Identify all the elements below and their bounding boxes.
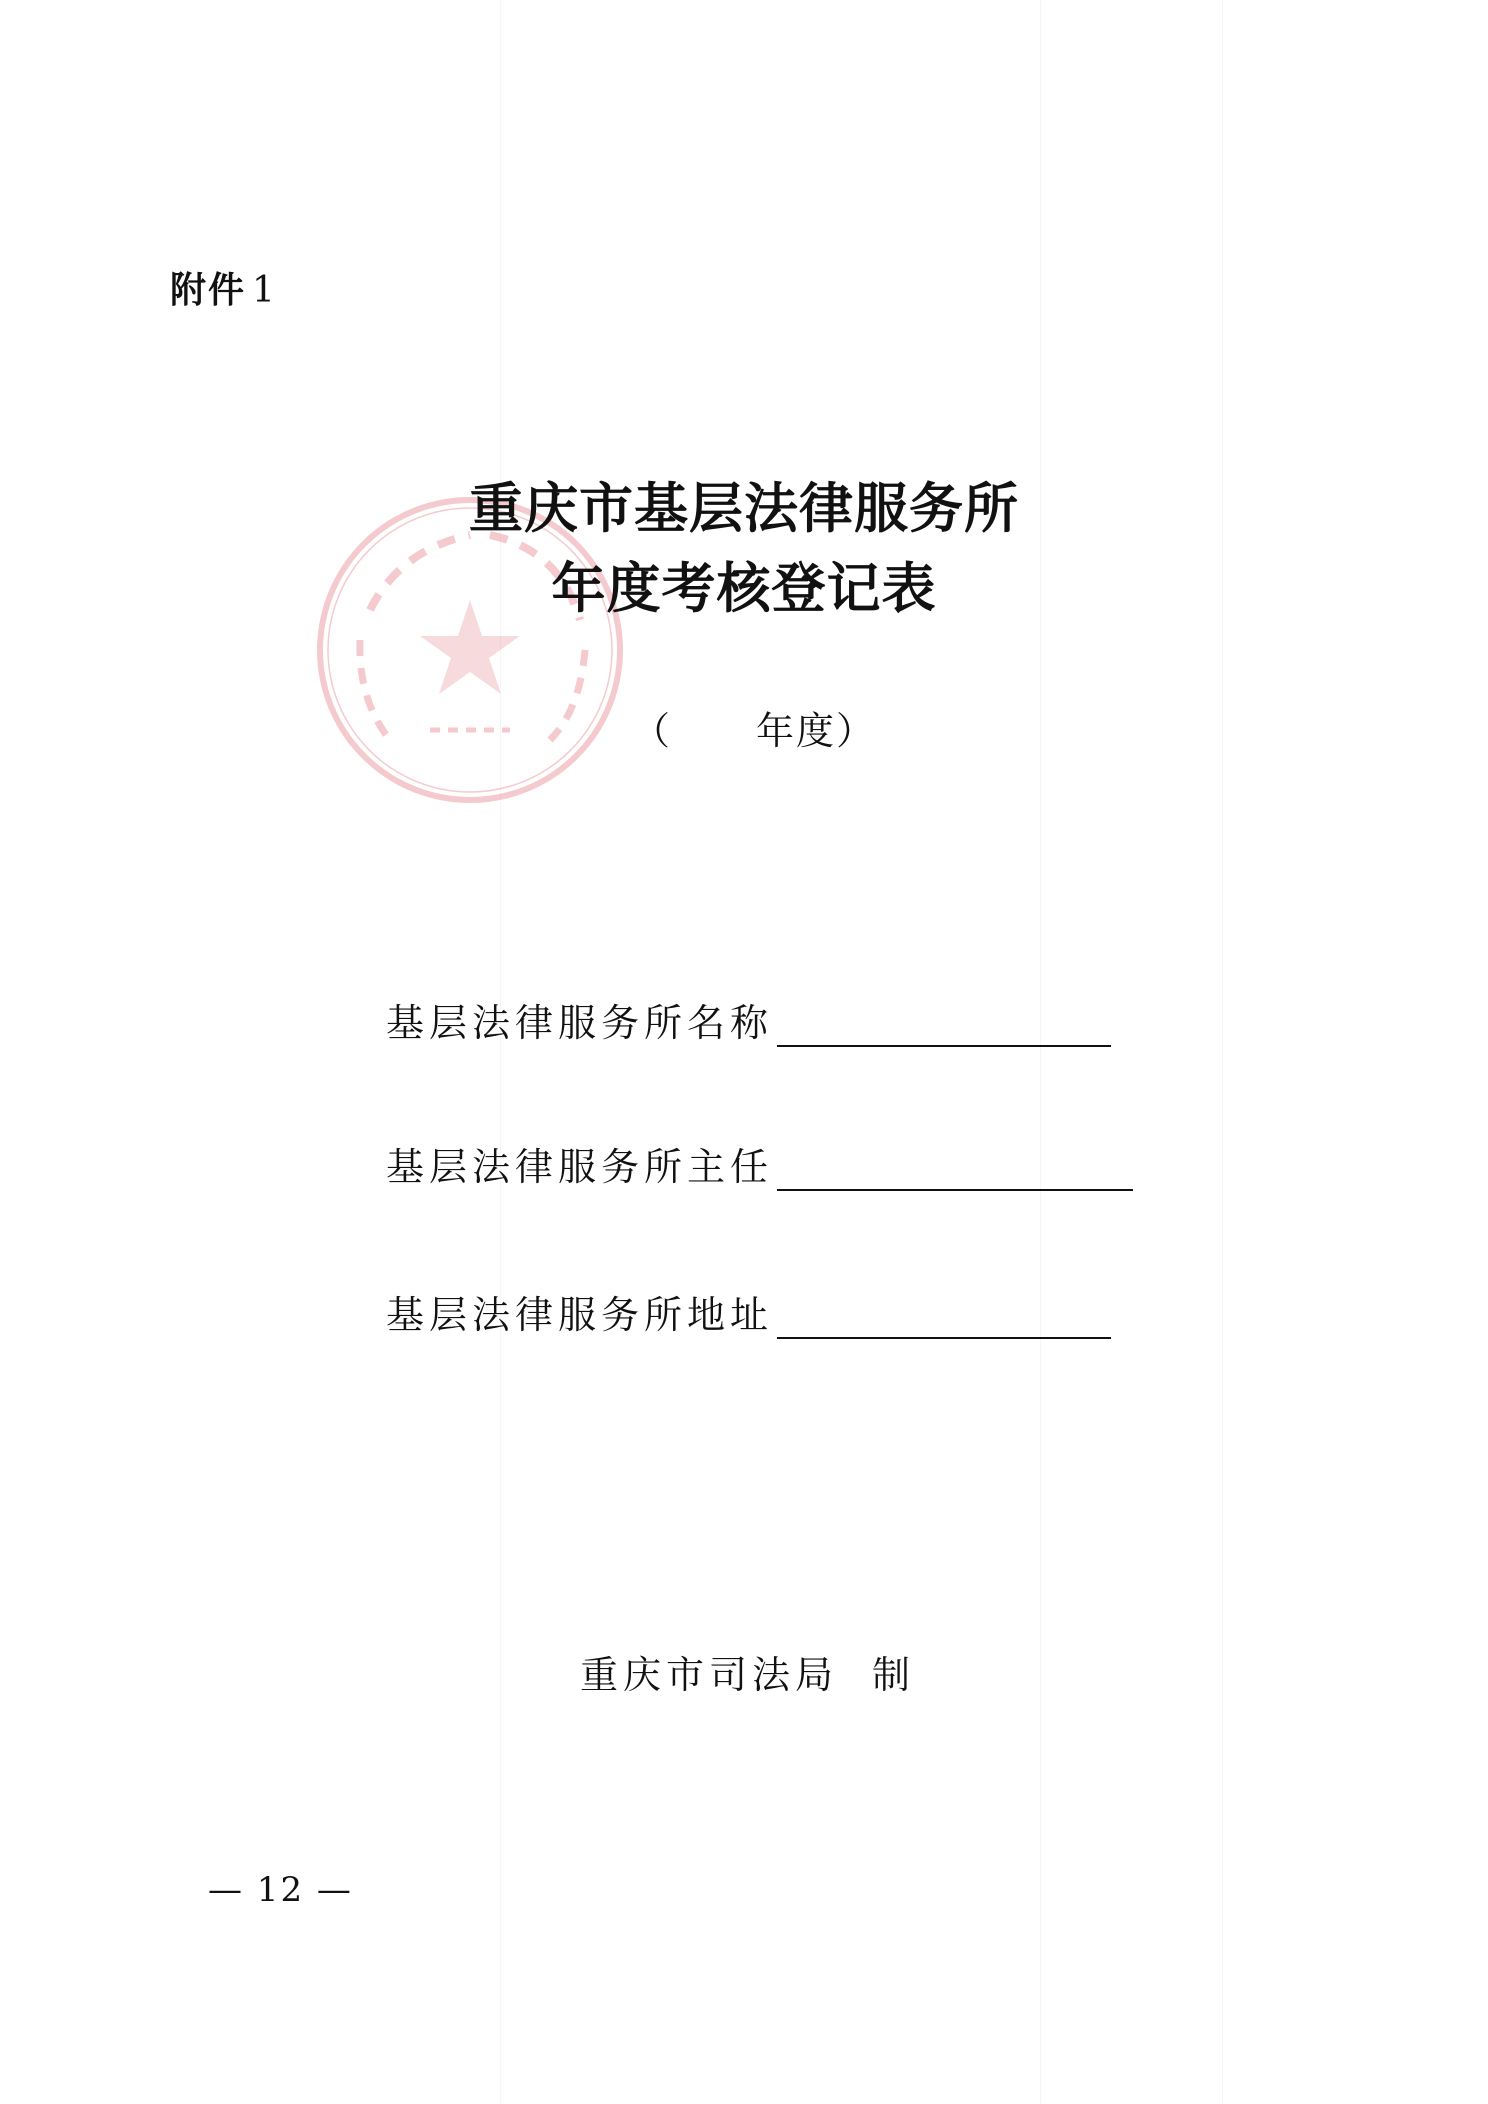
attachment-text: 附件 (170, 270, 247, 311)
year-open-paren: （ (632, 709, 673, 753)
director-field (386, 1136, 1133, 1191)
year-suffix: 年度） (756, 709, 877, 753)
page-number: — 12 — (208, 1870, 353, 1910)
attachment-label (170, 262, 277, 313)
title-line-2: 年度考核登记表 (551, 556, 937, 620)
scan-artifact (1222, 0, 1223, 2104)
office-address-blank[interactable] (777, 1297, 1111, 1339)
office-name-field (386, 992, 1111, 1047)
office-name-label: 基层法律服务所名称 (386, 1001, 774, 1045)
issuer-action: 制 (872, 1653, 916, 1697)
title-line-1: 重庆市基层法律服务所 (469, 476, 1019, 540)
director-blank[interactable] (777, 1149, 1133, 1191)
director-label: 基层法律服务所主任 (386, 1145, 774, 1189)
office-address-field (386, 1284, 1111, 1339)
scan-artifact (1040, 0, 1041, 2104)
issuer-org: 重庆市司法局 (580, 1653, 839, 1697)
scan-artifact (500, 0, 501, 2104)
office-name-blank[interactable] (777, 1005, 1111, 1047)
issuer-line (580, 1644, 915, 1699)
attachment-number: 1 (252, 270, 277, 311)
document-title (0, 468, 1488, 628)
year-field (632, 700, 876, 755)
office-address-label: 基层法律服务所地址 (386, 1293, 774, 1337)
